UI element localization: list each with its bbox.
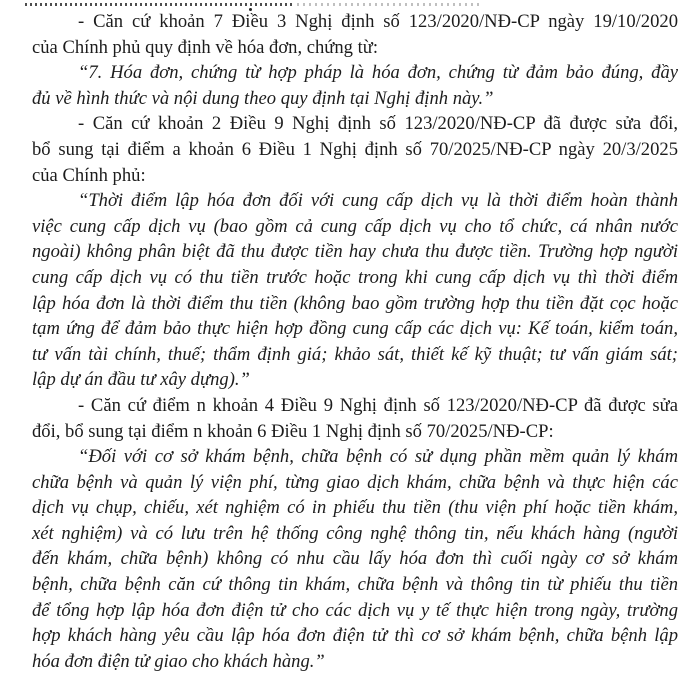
- text-line: “Đối với cơ sở khám bệnh, chữa bệnh có sử dụng phần mềm quản lý khám: [78, 446, 678, 468]
- paragraph-quoted-medical-facility-invoice: [32, 444, 678, 674]
- paragraph-quoted-service-invoice-timing: [32, 188, 678, 393]
- text-line: - Căn cứ khoản 7 Điều 3 Nghị định số 123/2020/NĐ-CP ngày 19/10/2020: [78, 11, 678, 32]
- clipped-text-line-remnant-faint: [297, 3, 482, 6]
- clipped-text-line-remnant: [25, 3, 295, 6]
- text-line: bệnh, chữa bệnh căn cứ thông tin khám, chữa bệnh và thông tin từ phiếu thu tiền: [32, 574, 678, 596]
- paragraph-legal-basis-clause-2-article-9: [32, 111, 678, 188]
- text-line: “Thời điểm lập hóa đơn đối với cung cấp dịch vụ là thời điểm hoàn thành: [78, 190, 678, 212]
- text-line: việc cung cấp dịch vụ (bao gồm cả cung cấp dịch vụ cho tổ chức, cá nhân nước: [32, 215, 678, 237]
- paragraph-legal-basis-clause-7-article-3: [32, 9, 678, 60]
- text-line: xét nghiệm) và có lưu trên hệ thống công nghệ thông tin, nếu khách hàng (người: [32, 522, 678, 544]
- text-line: dịch vụ chụp, chiếu, xét nghiệm có in phiếu thu tiền (thu viện phí hoặc tiền khám,: [32, 497, 678, 519]
- document-body: [32, 9, 678, 674]
- text-line: bổ sung tại điểm a khoản 6 Điều 1 Nghị định số 70/2025/NĐ-CP ngày 20/3/2025: [32, 138, 678, 160]
- text-line: - Căn cứ điểm n khoản 4 Điều 9 Nghị định số 123/2020/NĐ-CP đã được sửa: [78, 394, 678, 416]
- text-line: hợp khách hàng yêu cầu lập hóa đơn điện tử thì cơ sở khám bệnh, chữa bệnh lập: [32, 625, 678, 647]
- text-line: đủ về hình thức và nội dung theo quy định tại Nghị định này.”: [32, 87, 494, 109]
- text-line: ngoài) không phân biệt đã thu được tiền hay chưa thu được tiền. Trường hợp người: [32, 241, 678, 263]
- text-line: - Căn cứ khoản 2 Điều 9 Nghị định số 123/2020/NĐ-CP đã được sửa đổi,: [78, 113, 678, 135]
- text-line: để tổng hợp lập hóa đơn điện tử cho các dịch vụ y tế thực hiện trong ngày, trường: [32, 599, 678, 621]
- text-line: tạm ứng để đảm bảo thực hiện hợp đồng cung cấp các dịch vụ: Kế toán, kiểm toán,: [32, 318, 678, 340]
- text-line: cung cấp dịch vụ có thu tiền trước hoặc trong khi cung cấp dịch vụ thì thời điểm: [32, 266, 678, 288]
- text-line: “7. Hóa đơn, chứng từ hợp pháp là hóa đơn, chứng từ đảm bảo đúng, đầy: [78, 62, 678, 84]
- text-line: chữa bệnh và quản lý viện phí, từng giao dịch khám, chữa bệnh và thực hiện các: [32, 471, 678, 493]
- text-line: của Chính phủ:: [32, 164, 146, 186]
- text-line: của Chính phủ quy định về hóa đơn, chứng từ:: [32, 36, 379, 58]
- text-line: lập hóa đơn là thời điểm thu tiền (không bao gồm trường hợp thu tiền đặt cọc hoặc: [32, 292, 678, 314]
- text-line: đổi, bổ sung tại điểm n khoản 6 Điều 1 Nghị định số 70/2025/NĐ-CP:: [32, 420, 554, 442]
- paragraph-quoted-clause-7: [32, 60, 678, 111]
- text-line: tư vấn tài chính, thuế; thẩm định giá; khảo sát, thiết kế kỹ thuật; tư vấn giám sát;: [32, 343, 678, 365]
- text-line: hóa đơn điện tử giao cho khách hàng.”: [32, 650, 325, 672]
- paragraph-legal-basis-point-n-clause-4: [32, 393, 678, 444]
- text-line: đến khám, chữa bệnh) không có nhu cầu lấy hóa đơn thì cuối ngày cơ sở khám: [32, 548, 678, 570]
- text-line: lập dự án đầu tư xây dựng).”: [32, 369, 250, 391]
